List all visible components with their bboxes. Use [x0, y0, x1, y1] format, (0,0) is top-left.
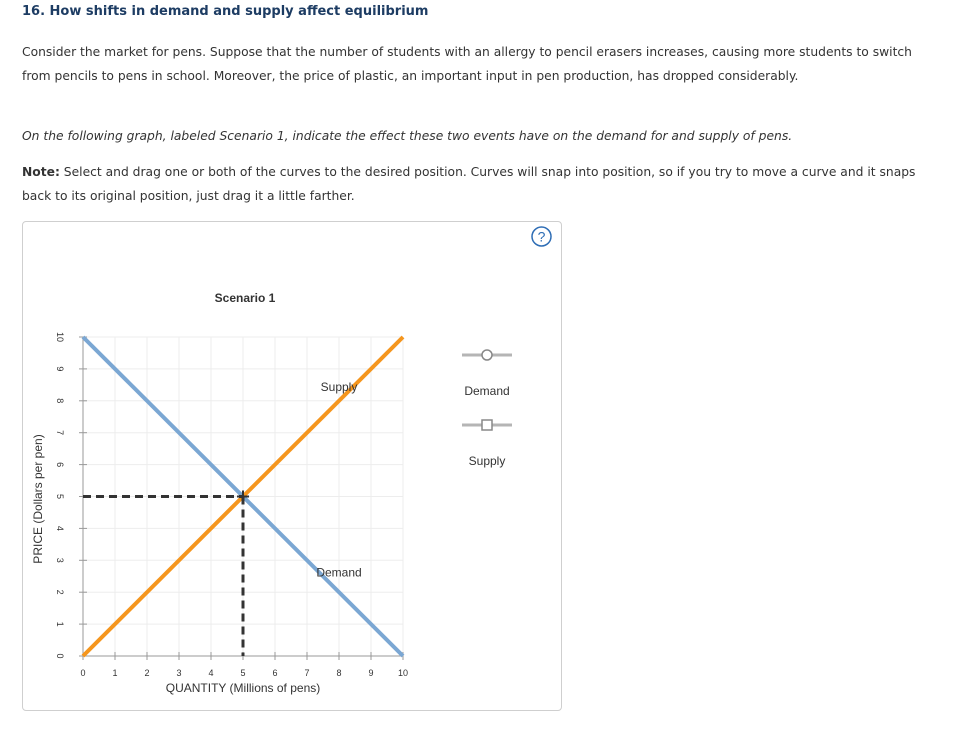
y-tick-label: 8	[55, 398, 65, 404]
scenario-description: Consider the market for pens. Suppose that the number of students with an allergy to pencil erasers increases, causing more students to switch from pencils to pens in school. Moreover, the price of plastic, an important input in pen production, has dropped considerably.	[22, 45, 912, 83]
y-tick-label: 7	[55, 430, 65, 436]
supply-curve-label: Supply	[320, 380, 358, 395]
x-tick-label: 3	[176, 668, 182, 678]
legend-demand-marker-icon[interactable]	[482, 350, 492, 360]
legend-demand-label: Demand	[464, 384, 510, 398]
x-tick-label: 0	[80, 668, 86, 678]
x-axis-label: QUANTITY (Millions of pens)	[165, 681, 321, 695]
help-symbol: ?	[537, 228, 546, 245]
y-tick-label: 2	[55, 589, 65, 595]
x-tick-label: 7	[304, 668, 310, 678]
y-tick-label: 0	[55, 653, 65, 659]
x-tick-label: 4	[208, 668, 214, 678]
y-tick-label: 4	[55, 525, 65, 531]
x-tick-label: 1	[112, 668, 118, 678]
x-tick-label: 8	[336, 668, 342, 678]
x-tick-label: 2	[144, 668, 150, 678]
x-tick-label: 10	[397, 668, 409, 678]
y-axis-label: PRICE (Dollars per pen)	[31, 434, 45, 564]
x-tick-label: 9	[368, 668, 374, 678]
legend	[462, 350, 512, 468]
y-tick-label: 9	[55, 366, 65, 372]
y-tick-label: 10	[55, 331, 65, 343]
y-tick-label: 5	[55, 493, 65, 500]
legend-supply-marker-icon[interactable]	[482, 420, 492, 430]
y-tick-label: 6	[55, 462, 65, 468]
legend-supply-label: Supply	[468, 454, 506, 468]
y-tick-label: 3	[55, 557, 65, 563]
question-title: 16. How shifts in demand and supply affect equilibrium	[22, 4, 429, 19]
chart-title: Scenario 1	[214, 291, 276, 305]
graph-instruction: On the following graph, labeled Scenario 1, indicate the effect these two events have on the demand for and supply of pens.	[22, 129, 793, 143]
note-text: Select and drag one or both of the curves to the desired position. Curves will snap into position, so if you try to move a curve and it snaps back to its original position, just drag it a little farther.	[22, 165, 916, 203]
demand-curve-label: Demand	[316, 565, 362, 580]
note-label: Note:	[22, 165, 60, 179]
x-tick-label: 5	[240, 668, 246, 678]
y-tick-label: 1	[55, 621, 65, 627]
x-tick-label: 6	[272, 668, 278, 678]
